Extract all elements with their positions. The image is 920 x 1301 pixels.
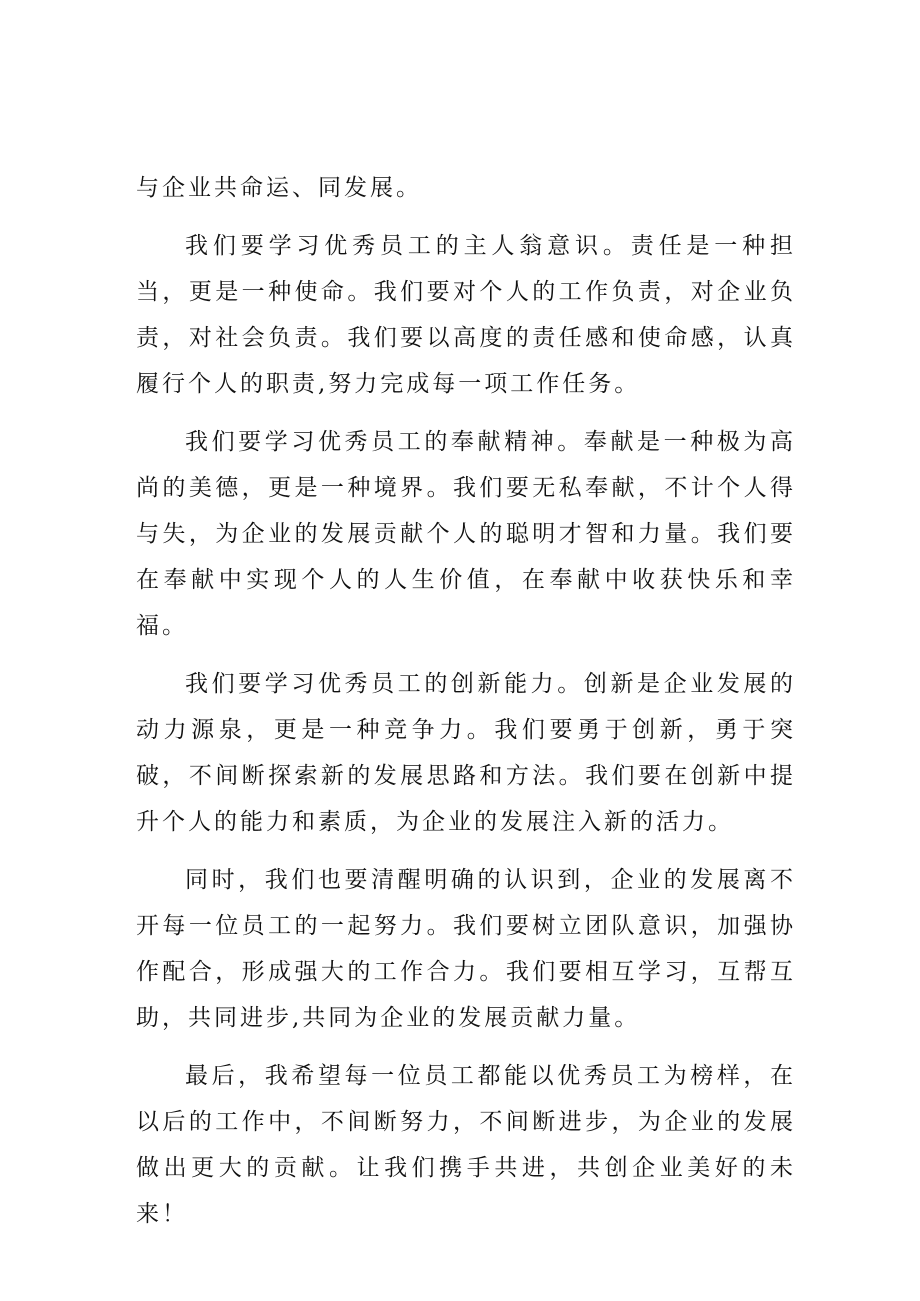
paragraph-teamwork: 同时，我们也要清醒明确的认识到，企业的发展离不开每一位员工的一起努力。我们要树立团队意识，加强协作配合，形成强大的工作合力。我们要相互学习，互帮互助，共同进步,共同为企业的发展贡献力量。 (136, 867, 796, 1031)
paragraph-innovation: 我们要学习优秀员工的创新能力。创新是企业发展的动力源泉，更是一种竞争力。我们要勇于创新，勇于突破，不间断探索新的发展思路和方法。我们要在创新中提升个人的能力和素质，为企业的发展注入新的活力。 (136, 671, 796, 835)
paragraph-ownership: 我们要学习优秀员工的主人翁意识。责任是一种担当，更是一种使命。我们要对个人的工作负责，对企业负责，对社会负责。我们要以高度的责任感和使命感，认真履行个人的职责,努力完成每一项工作任务。 (136, 233, 796, 397)
paragraph-closing: 最后，我希望每一位员工都能以优秀员工为榜样，在以后的工作中，不间断努力，不间断进步，为企业的发展做出更大的贡献。让我们携手共进，共创企业美好的未来！ (136, 1063, 796, 1227)
paragraph-continuation: 与企业共命运、同发展。 (136, 175, 422, 201)
document-body (136, 165, 796, 1249)
paragraph-dedication: 我们要学习优秀员工的奉献精神。奉献是一种极为高尚的美德，更是一种境界。我们要无私奉献，不计个人得与失，为企业的发展贡献个人的聪明才智和力量。我们要在奉献中实现个人的人生价值，在奉献中收获快乐和幸福。 (136, 429, 796, 639)
